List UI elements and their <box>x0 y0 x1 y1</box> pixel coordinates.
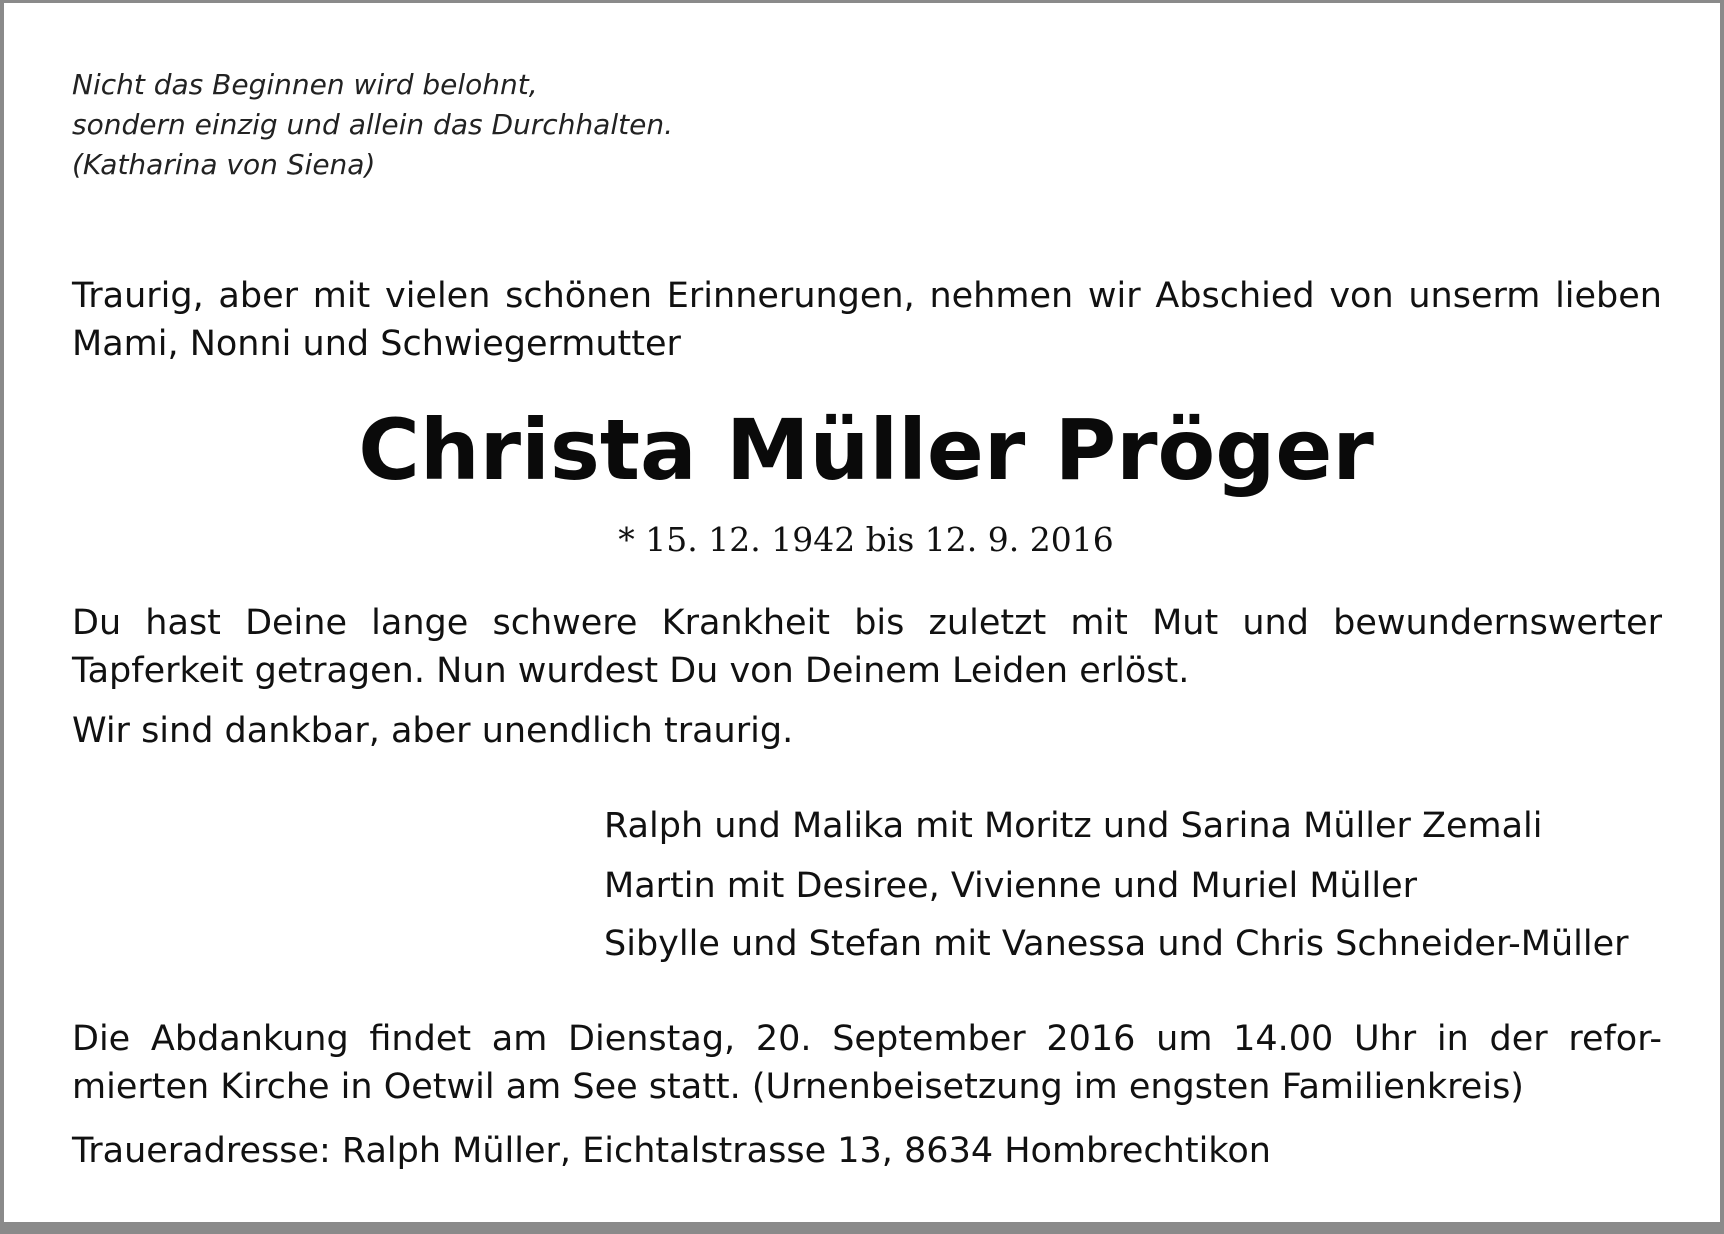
deceased-name: Christa Müller Pröger <box>358 401 1374 499</box>
quote-line: sondern einzig und allein das Durchhalten. <box>72 108 673 141</box>
intro-line: Traurig, aber mit vielen schönen Erinnerungen, nehmen wir Abschied von unserm lieben <box>72 276 1662 316</box>
family-member-line: Martin mit Desiree, Vivienne und Muriel Müller <box>604 866 1418 906</box>
family-member-line: Sibylle und Stefan mit Vanessa und Chris Schneider-Müller <box>604 924 1629 964</box>
family-member-line: Ralph und Malika mit Moritz und Sarina Müller Zemali <box>604 806 1543 846</box>
service-info-line: Die Abdankung findet am Dienstag, 20. September 2016 um 14.00 Uhr in der refor- <box>72 1019 1662 1059</box>
mourning-address: Traueradresse: Ralph Müller, Eichtalstrasse 13, 8634 Hombrechtikon <box>72 1131 1271 1171</box>
service-info-line: mierten Kirche in Oetwil am See statt. (Urnenbeisetzung im engsten Familienkreis) <box>72 1067 1524 1107</box>
tribute-line: Tapferkeit getragen. Nun wurdest Du von Deinem Leiden erlöst. <box>72 651 1190 691</box>
intro-line: Mami, Nonni und Schwiegermutter <box>72 324 681 364</box>
quote-attribution: (Katharina von Siena) <box>72 148 376 181</box>
quote-line: Nicht das Beginnen wird belohnt, <box>72 68 538 101</box>
life-dates: * 15. 12. 1942 bis 12. 9. 2016 <box>618 520 1114 559</box>
tribute-line: Wir sind dankbar, aber unendlich traurig. <box>72 711 794 751</box>
tribute-line: Du hast Deine lange schwere Krankheit bis zuletzt mit Mut und bewundernswerter <box>72 603 1662 643</box>
